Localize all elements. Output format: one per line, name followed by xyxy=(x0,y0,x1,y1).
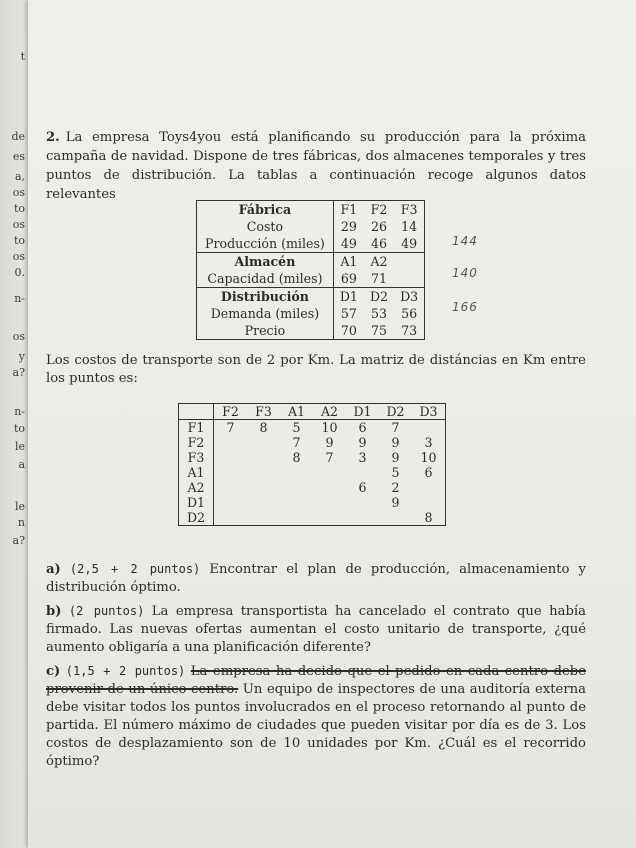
matrix-row xyxy=(179,435,446,450)
question-a xyxy=(46,560,586,597)
question-c-label: c) xyxy=(46,664,61,679)
section-header: Almacén xyxy=(197,253,334,271)
question-c-text: Un equipo de inspectores de una auditoría externa debe visitar todos los puntos involucrados en el proceso retornando al punto de partida. El número máximo de ciudades que pueden visitar por día es de 3. Los costos de desplazamiento son de 10 unidades por Km. ¿Cuál es el recorrido óptimo? xyxy=(46,682,586,769)
matrix-row xyxy=(179,510,446,526)
handwritten-note-capacity: 140 xyxy=(452,266,478,280)
matrix-cell xyxy=(247,510,280,526)
handwritten-note-production: 144 xyxy=(452,234,478,248)
matrix-column-header: F3 xyxy=(247,404,280,420)
matrix-row-label: F2 xyxy=(179,435,214,450)
matrix-row-label: F3 xyxy=(179,450,214,465)
section-column-header: F2 xyxy=(370,202,388,217)
previous-page-fragment: le xyxy=(14,500,25,513)
matrix-cell xyxy=(412,420,446,436)
previous-page-fragment: os xyxy=(12,330,25,343)
matrix-cell: 5 xyxy=(391,465,400,480)
section-column-header: D3 xyxy=(394,288,425,306)
matrix-cell: 6 xyxy=(358,480,367,495)
matrix-corner xyxy=(179,404,214,420)
question-b-label: b) xyxy=(46,604,62,619)
matrix-row-label: D2 xyxy=(179,510,214,526)
cell-value: 46 xyxy=(371,236,388,251)
previous-page-fragment: 0. xyxy=(14,266,25,279)
section-column-header: D2 xyxy=(364,288,394,306)
matrix-cell: 6 xyxy=(358,420,367,435)
cell-value: 57 xyxy=(340,306,357,321)
matrix-column-header: A1 xyxy=(280,404,313,420)
section-column-header: A2 xyxy=(364,253,394,271)
handwritten-note-demand: 166 xyxy=(452,300,478,314)
question-a-text: Encontrar el plan de producción, almacenamiento y distribución óptimo. xyxy=(46,562,587,595)
matrix-cell xyxy=(247,435,280,450)
section-header-row xyxy=(197,253,425,271)
data-row xyxy=(197,305,425,322)
matrix-cell: 9 xyxy=(391,435,400,450)
matrix-column-header: D2 xyxy=(379,404,412,420)
section-header-row xyxy=(197,288,425,306)
matrix-row xyxy=(179,465,446,480)
previous-page-fragment: n xyxy=(17,516,25,529)
row-label: Producción (miles) xyxy=(197,235,334,253)
matrix-header-row xyxy=(179,404,446,420)
matrix-cell xyxy=(247,480,280,495)
matrix-cell xyxy=(214,435,248,450)
matrix-cell xyxy=(313,480,346,495)
matrix-cell xyxy=(247,495,280,510)
matrix-cell xyxy=(313,510,346,526)
matrix-cell xyxy=(346,495,379,510)
previous-page-fragment: a, xyxy=(14,170,25,183)
previous-page-fragment: t xyxy=(20,50,25,63)
previous-page-fragment: y xyxy=(18,350,25,363)
matrix-cell xyxy=(247,465,280,480)
matrix-column-header: F2 xyxy=(214,404,248,420)
matrix-cell xyxy=(346,465,379,480)
previous-page-fragment: os xyxy=(12,250,25,263)
question-a-label: a) xyxy=(46,562,61,577)
matrix-cell: 9 xyxy=(391,495,400,510)
matrix-cell xyxy=(214,465,248,480)
section-column-header: D1 xyxy=(333,288,364,306)
question-c xyxy=(46,662,586,771)
matrix-cell xyxy=(214,495,248,510)
previous-page-fragment: a xyxy=(18,458,25,471)
cell-value: 69 xyxy=(340,271,357,286)
cell-value: 56 xyxy=(401,306,418,321)
transport-text: Los costos de transporte son de 2 por Km. La matriz de distáncias en Km entre los puntos es: xyxy=(46,353,586,386)
section-column-header: F1 xyxy=(340,202,358,217)
previous-page-fragment: to xyxy=(13,234,25,247)
cell-value: 14 xyxy=(401,219,418,234)
previous-page-fragment: n- xyxy=(14,405,25,418)
section-header: Distribución xyxy=(197,288,334,306)
previous-page-fragment: to xyxy=(13,202,25,215)
previous-page-fragment: n- xyxy=(14,292,25,305)
problem-number: 2. xyxy=(46,130,60,145)
question-b xyxy=(46,602,586,657)
matrix-column-header: A2 xyxy=(313,404,346,420)
question-b-points: (2 puntos) xyxy=(68,604,145,618)
cell-value xyxy=(394,270,425,288)
matrix-cell: 3 xyxy=(424,435,433,450)
matrix-cell xyxy=(280,510,313,526)
question-c-struck-text: La empresa ha decido que el pedido en cada centro debe provenir de un único centro. xyxy=(46,664,587,697)
data-table xyxy=(196,200,425,340)
section-header-row xyxy=(197,201,425,219)
matrix-cell xyxy=(280,465,313,480)
matrix-cell: 9 xyxy=(325,435,334,450)
row-label: Precio xyxy=(197,322,334,340)
matrix-row xyxy=(179,495,446,510)
matrix-cell xyxy=(313,495,346,510)
previous-page-fragment: de xyxy=(11,130,25,143)
matrix-cell: 8 xyxy=(292,450,301,465)
matrix-cell xyxy=(247,450,280,465)
matrix-cell: 8 xyxy=(424,510,433,525)
matrix-row xyxy=(179,480,446,495)
data-row xyxy=(197,218,425,235)
data-row xyxy=(197,270,425,288)
cell-value: 49 xyxy=(340,236,357,251)
matrix-cell: 10 xyxy=(420,450,437,465)
previous-page-fragment: es xyxy=(12,150,25,163)
cell-value: 75 xyxy=(364,322,394,340)
matrix-cell xyxy=(379,510,412,526)
matrix-cell xyxy=(214,450,248,465)
document-page xyxy=(28,0,636,848)
matrix-row-label: A1 xyxy=(179,465,214,480)
previous-page-fragment: os xyxy=(12,186,25,199)
matrix-cell xyxy=(280,495,313,510)
previous-page-fragment: a? xyxy=(12,366,25,379)
matrix-cell: 7 xyxy=(226,420,235,435)
section-column-header: F3 xyxy=(400,202,418,217)
data-row xyxy=(197,322,425,340)
matrix-cell: 7 xyxy=(325,450,334,465)
matrix-cell xyxy=(214,480,248,495)
matrix-cell: 5 xyxy=(292,420,301,435)
previous-page-fragment: a? xyxy=(12,534,25,547)
matrix-column-header: D1 xyxy=(346,404,379,420)
matrix-cell xyxy=(346,510,379,526)
data-row xyxy=(197,235,425,253)
matrix-cell: 6 xyxy=(424,465,433,480)
row-label: Demanda (miles) xyxy=(197,305,334,322)
matrix-cell xyxy=(214,510,248,526)
matrix-row xyxy=(179,420,446,436)
question-c-points: (1,5 + 2 puntos) xyxy=(65,664,186,678)
cell-value: 26 xyxy=(371,219,388,234)
cell-value: 53 xyxy=(371,306,388,321)
matrix-cell: 7 xyxy=(292,435,301,450)
matrix-cell: 2 xyxy=(391,480,400,495)
cell-value: 29 xyxy=(340,219,357,234)
row-label: Capacidad (miles) xyxy=(197,270,334,288)
matrix-cell: 7 xyxy=(391,420,400,435)
matrix-cell: 3 xyxy=(358,450,367,465)
matrix-cell xyxy=(412,480,446,495)
matrix-cell: 9 xyxy=(358,435,367,450)
previous-page-fragment: os xyxy=(12,218,25,231)
matrix-column-header: D3 xyxy=(412,404,446,420)
problem-intro xyxy=(46,128,586,204)
matrix-cell: 8 xyxy=(259,420,268,435)
cell-value: 71 xyxy=(371,271,388,286)
cell-value: 70 xyxy=(333,322,364,340)
matrix-row-label: D1 xyxy=(179,495,214,510)
distance-matrix xyxy=(178,403,446,526)
section-column-header: A1 xyxy=(333,253,364,271)
previous-page-fragment: le xyxy=(14,440,25,453)
matrix-cell xyxy=(412,495,446,510)
section-column-header xyxy=(394,253,425,271)
matrix-cell xyxy=(313,465,346,480)
matrix-row xyxy=(179,450,446,465)
question-a-points: (2,5 + 2 puntos) xyxy=(69,562,201,576)
matrix-row-label: A2 xyxy=(179,480,214,495)
matrix-cell: 9 xyxy=(391,450,400,465)
cell-value: 49 xyxy=(401,236,418,251)
row-label: Costo xyxy=(197,218,334,235)
matrix-cell xyxy=(280,480,313,495)
previous-page-fragment: to xyxy=(13,422,25,435)
question-b-text: La empresa transportista ha cancelado el contrato que había firmado. Las nuevas ofertas aumentan el costo unitario de transporte, ¿qué aumento obligaría a una planificación diferente? xyxy=(46,604,586,655)
section-header: Fábrica xyxy=(197,201,334,219)
matrix-cell: 10 xyxy=(321,420,338,435)
previous-page-edge xyxy=(0,0,28,848)
matrix-row-label: F1 xyxy=(179,420,214,436)
problem-intro-text: La empresa Toys4you está planificando su producción para la próxima campaña de navidad. Dispone de tres fábricas, dos almacenes temporales y tres puntos de distribución. La tablas a continuación recoge algunos datos relevantes xyxy=(46,130,586,202)
cell-value: 73 xyxy=(394,322,425,340)
